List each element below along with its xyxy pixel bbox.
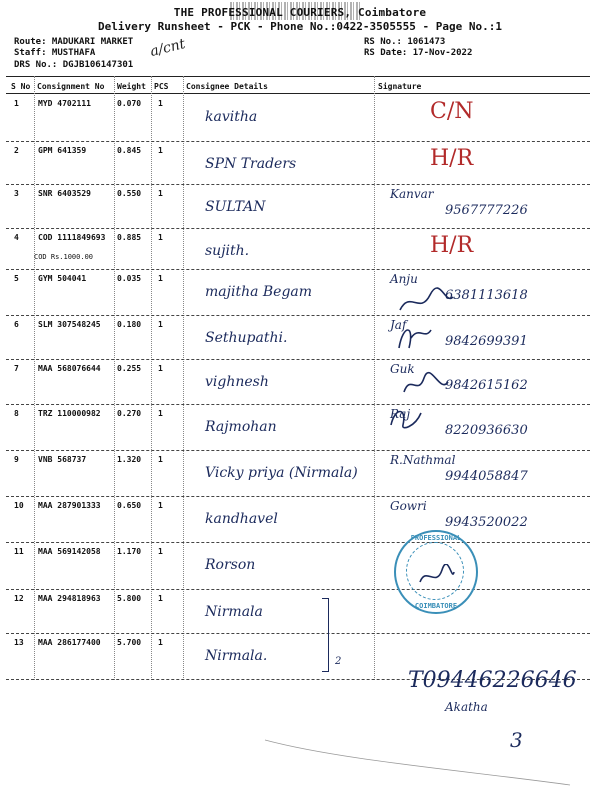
row-sno: 1 [14,99,19,108]
row-weight: 0.550 [117,189,142,198]
pen-stroke [260,730,580,790]
row-weight: 0.270 [117,409,142,418]
row-divider [6,404,590,405]
row-consignment-no: SLM 307548245 [38,320,101,329]
row-pcs: 1 [158,594,163,603]
handwritten-note: a/cnt [148,35,187,61]
col-signature: Signature [378,82,422,91]
row-sno: 13 [14,638,24,647]
row-weight: 0.885 [117,233,142,242]
row-consignment-no: MAA 287901333 [38,501,101,510]
row-weight: 0.255 [117,364,142,373]
row-weight: 0.070 [117,99,142,108]
table-header-rule [6,93,590,94]
row-sno: 3 [14,189,19,198]
row-weight: 0.180 [117,320,142,329]
row-signature: Anju [390,272,418,286]
row-divider [6,141,590,142]
row-signature: Jaf [390,318,407,332]
row-consignment-no: GYM 504041 [38,274,87,283]
row-weight: 0.035 [117,274,142,283]
row-consignee-name: majitha Begam [205,284,313,300]
row-signature: H/R [430,146,474,171]
col-pcs: PCS [154,82,169,91]
page-mark: 3 [510,728,523,752]
row-divider [6,359,590,360]
row-consignment-no: MAA 286177400 [38,638,101,647]
signature-scribble [400,370,450,400]
row-consignment-no: TRZ 110000982 [38,409,101,418]
row-consignment-no: MYD 4702111 [38,99,91,108]
company-stamp [394,530,478,614]
col-sno: S No [11,82,31,91]
row-pcs: 1 [158,320,163,329]
col-weight: Weight [117,82,146,91]
row-divider [6,315,590,316]
stamp-scribble [416,564,456,588]
row-phone: 9842699391 [445,334,528,349]
row-signature: C/N [430,99,474,124]
rs-date: RS Date: 17-Nov-2022 [364,48,473,58]
row-consignee-name: SPN Traders [205,156,297,172]
row-phone: 9943520022 [445,515,528,530]
row-divider [6,184,590,185]
document-subtitle: Delivery Runsheet - PCK - Phone No.:0422-3505555 - Page No.:1 [98,20,502,33]
row-sno: 11 [14,547,24,556]
row-consignment-no: MAA 294818963 [38,594,101,603]
staff-label: Staff: MUSTHAFA [14,48,96,58]
signature-scribble [385,405,425,433]
row-weight: 5.700 [117,638,142,647]
row-pcs: 1 [158,99,163,108]
route-label: Route: MADUKARI MARKET [14,37,134,47]
row-signature: R.Nathmal [390,453,456,467]
bracket-note: 2 [335,656,342,667]
row-consignee-name: Sethupathi. [205,330,288,346]
row-phone: 9944058847 [445,469,528,484]
drs-number: DRS No.: DGJB106147301 [14,60,134,70]
row-pcs: 1 [158,501,163,510]
row-weight: 5.800 [117,594,142,603]
row-divider [6,633,590,634]
row-consignment-no: MAA 568076644 [38,364,101,373]
row-consignee-name: Rajmohan [205,419,277,435]
row-pcs: 1 [158,146,163,155]
row-sno: 7 [14,364,19,373]
row-sno: 4 [14,233,19,242]
row-pcs: 1 [158,409,163,418]
row-consignee-name: kavitha [205,109,258,125]
row-pcs: 1 [158,455,163,464]
row-sno: 8 [14,409,19,418]
footer-name: Akatha [445,700,488,714]
stamp-text-bottom: COIMBATORE [414,602,458,610]
row-divider [6,542,590,543]
row-pcs: 1 [158,274,163,283]
row-consignee-name: vighnesh [205,374,269,390]
row-pcs: 1 [158,364,163,373]
row-phone: 9567777226 [445,203,528,218]
row-sno: 9 [14,455,19,464]
row-consignee-name: Nirmala. [205,648,268,664]
row-consignment-no: COD 1111849693 [38,233,106,242]
row-pcs: 1 [158,638,163,647]
row-signature: Gowri [390,499,427,513]
stamp-text-top: PROFESSIONAL [410,534,462,542]
signature-scribble [395,320,435,354]
row-divider [6,589,590,590]
col-consignment: Consignment No [37,82,105,91]
row-divider [6,496,590,497]
row-signature: Guk [390,362,415,376]
row-phone: 9842615162 [445,378,528,393]
row-consignee-name: kandhavel [205,511,278,527]
document-title: THE PROFESSIONAL COURIERS, Coimbatore [173,6,427,19]
row-consignee-name: Vicky priya (Nirmala) [205,465,358,481]
row-cod-amount: COD Rs.1000.00 [34,253,94,261]
signature-scribble [395,285,455,315]
col-consignee: Consignee Details [186,82,268,91]
row-divider [6,269,590,270]
row-consignee-name: Nirmala [205,604,263,620]
row-phone: 8220936630 [445,423,528,438]
row-consignee-name: Rorson [205,557,256,573]
row-divider [6,450,590,451]
row-weight: 0.650 [117,501,142,510]
row-divider [6,228,590,229]
row-pcs: 1 [158,189,163,198]
bracket-mark [322,598,329,672]
row-weight: 1.320 [117,455,142,464]
row-sno: 10 [14,501,24,510]
row-pcs: 1 [158,547,163,556]
row-sno: 2 [14,146,19,155]
row-consignee-name: sujith. [205,243,250,259]
rs-number: RS No.: 1061473 [364,37,446,47]
row-sno: 5 [14,274,19,283]
row-pcs: 1 [158,233,163,242]
row-sno: 6 [14,320,19,329]
row-consignment-no: SNR 6403529 [38,189,91,198]
row-signature: H/R [430,233,474,258]
row-signature: Raj [390,407,411,421]
row-consignment-no: GPM 641359 [38,146,87,155]
row-consignment-no: MAA 569142058 [38,547,101,556]
row-consignee-name: SULTAN [205,199,266,215]
row-weight: 1.170 [117,547,142,556]
row-weight: 0.845 [117,146,142,155]
row-phone: 6381113618 [445,288,528,303]
row-sno: 12 [14,594,24,603]
footer-phone: T09446226646 [408,668,577,693]
table-top-rule [6,76,590,77]
row-signature: Kanvar [390,187,434,201]
stamp-signature [396,564,476,592]
row-consignment-no: VNB 568737 [38,455,87,464]
